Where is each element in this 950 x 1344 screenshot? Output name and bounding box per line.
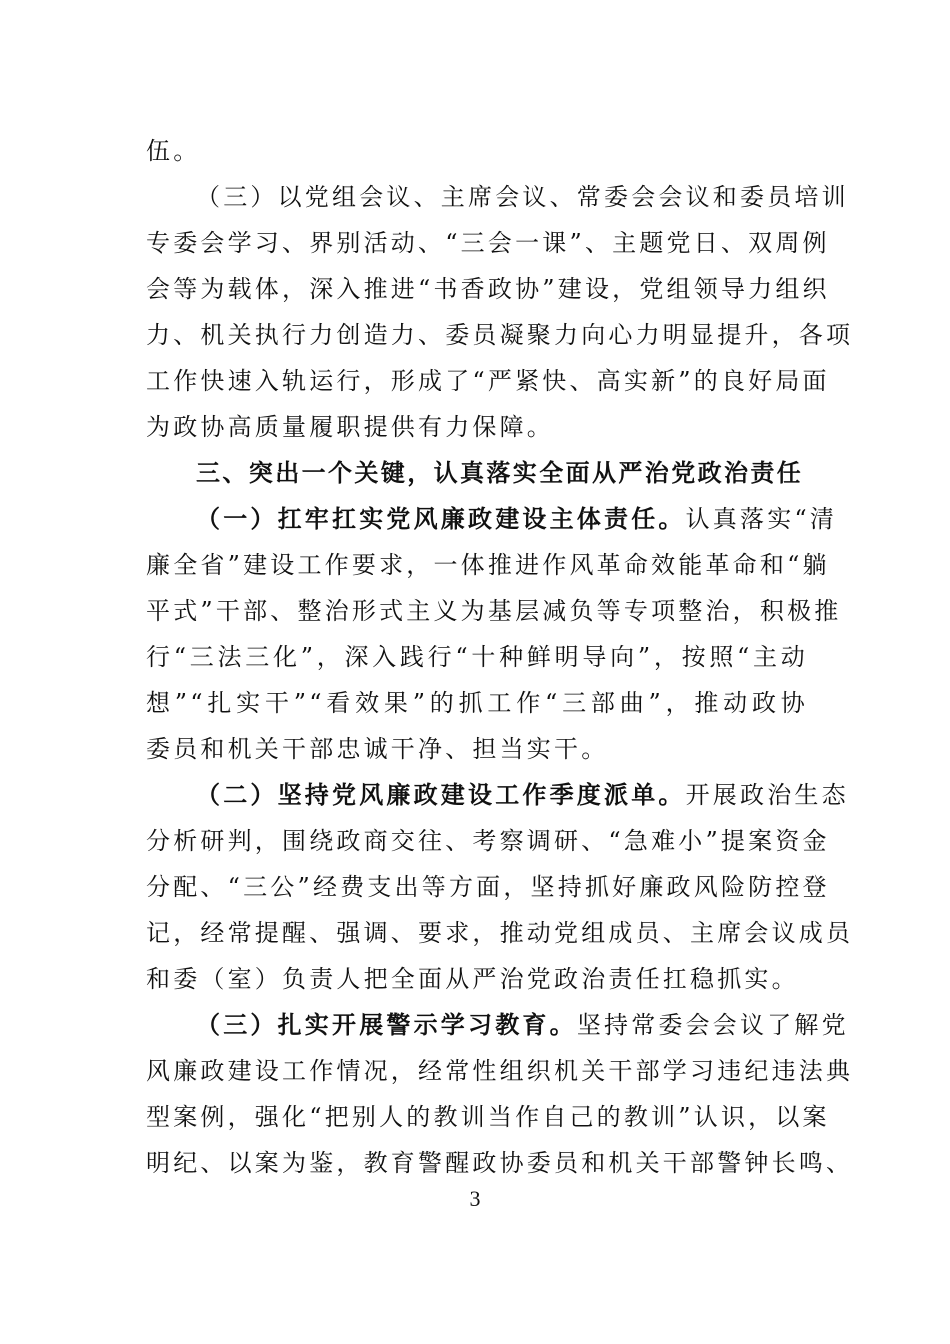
paragraph-item-1 [146,496,842,772]
text-line: 平式”干部、整治形式主义为基层减负等专项整治，积极推 [146,597,842,625]
paragraph-lead: （三）扎实开展警示学习教育。 [196,1010,577,1039]
paragraph-lead: （二）坚持党风廉政建设工作季度派单。 [196,780,686,809]
text-line: 分配、“三公”经费支出等方面，坚持抓好廉政风险防控登 [146,873,830,901]
text-line: 为政协高质量履职提供有力保障。 [146,413,554,441]
document-body [146,128,854,1186]
paragraph-lead: （一）扛牢扛实党风廉政建设主体责任。 [196,504,686,533]
text-line: 委员和机关干部忠诚干净、担当实干。 [146,735,609,763]
text-line: 想”“扎实干”“看效果”的抓工作“三部曲”，推动政协 [146,689,808,717]
paragraph-item-3b [146,1002,854,1186]
text-line: （三）以党组会议、主席会议、常委会会议和委员培训 [196,183,849,211]
text-line: 伍。 [146,137,201,165]
text-line [146,772,849,818]
paragraph-continuation [146,128,808,174]
page-number: 3 [469,1186,481,1211]
text-run: 开展政治生态 [685,781,849,809]
paragraph-item-3 [146,174,854,450]
text-line: 力、机关执行力创造力、委员凝聚力向心力明显提升，各项 [146,321,854,349]
text-line: 型案例，强化“把别人的教训当作自己的教训”认识，以案 [146,1103,830,1131]
text-line: 会等为载体，深入推进“书香政协”建设，党组领导力组织 [146,275,830,303]
text-line [146,1002,849,1048]
text-run: 坚持常委会会议了解党 [576,1011,849,1039]
text-run: 认真落实“清 [685,505,838,533]
paragraph-item-2 [146,772,854,1002]
text-line: 和委（室）负责人把全面从严治党政治责任扛稳抓实。 [146,965,799,993]
text-line: 记，经常提醒、强调、要求，推动党组成员、主席会议成员 [146,919,854,947]
text-line: 明纪、以案为鉴，教育警醒政协委员和机关干部警钟长鸣、 [146,1149,854,1177]
text-line: 风廉政建设工作情况，经常性组织机关干部学习违纪违法典 [146,1057,854,1085]
section-heading: 三、突出一个关键，认真落实全面从严治党政治责任 [196,458,804,487]
text-line: 专委会学习、界别活动、“三会一课”、主题党日、双周例 [146,229,830,257]
text-line: 分析研判，围绕政商交往、考察调研、“急难小”提案资金 [146,827,830,855]
text-line: 廉全省”建设工作要求，一体推进作风革命效能革命和“躺 [146,551,830,579]
text-line [146,496,838,542]
text-line: 工作快速入轨运行，形成了“严紧快、高实新”的良好局面 [146,367,830,395]
text-line: 行“三法三化”，深入践行“十种鲜明导向”，按照“主动 [146,643,808,671]
